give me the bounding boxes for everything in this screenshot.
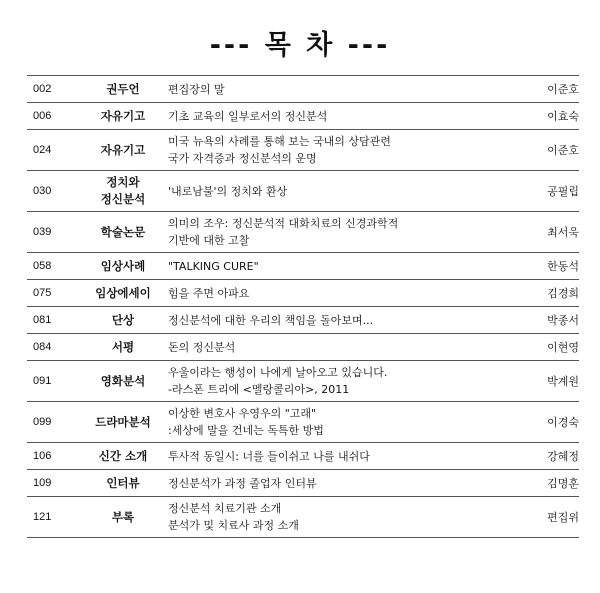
toc-author: 박종서 — [547, 314, 579, 327]
toc-title: 의미의 조우: 정신분석적 대화치료의 신경과학적 기반에 대한 고찰 — [168, 217, 399, 247]
toc-page-number: 030 — [33, 185, 52, 197]
toc-author: 이준호 — [547, 83, 579, 96]
toc-page-number: 099 — [33, 416, 52, 428]
toc-page-number: 002 — [33, 83, 52, 95]
toc-title: 정신분석 치료기관 소개 분석가 및 치료사 과정 소개 — [168, 502, 299, 532]
toc-category: 임상사례 — [100, 258, 146, 273]
toc-row — [27, 171, 579, 212]
toc-row — [27, 76, 579, 103]
toc-page-number: 006 — [33, 110, 52, 122]
toc-author: 이경숙 — [547, 416, 579, 429]
toc-category: 영화분석 — [100, 373, 146, 388]
toc-title: 정신분석가 과정 졸업자 인터뷰 — [168, 476, 317, 490]
toc-page-number: 039 — [33, 226, 52, 238]
toc-title: 기초 교육의 일부로서의 정신분석 — [168, 109, 328, 123]
toc-row — [27, 130, 579, 171]
toc-category: 자유기고 — [100, 108, 146, 123]
toc-page-number: 084 — [33, 341, 52, 353]
toc-title: 투사적 동일시: 너를 들이쉬고 나를 내쉬다 — [168, 449, 370, 463]
toc-title: 편집장의 말 — [168, 82, 225, 96]
toc-page-number: 106 — [33, 450, 52, 462]
toc-row — [27, 361, 579, 402]
toc-title: '내로남불'의 정치와 환상 — [168, 184, 288, 198]
toc-author: 김명훈 — [547, 477, 579, 490]
toc-author: 편집위 — [547, 511, 579, 524]
toc-category: 부록 — [111, 509, 135, 524]
toc-page-number: 091 — [33, 375, 52, 387]
toc-row — [27, 307, 579, 334]
toc-row — [27, 470, 579, 497]
toc-page-number: 024 — [33, 144, 52, 156]
toc-category: 정치와 정신분석 — [100, 175, 146, 206]
document-title: --- 목 차 --- — [209, 30, 391, 61]
toc-author: 최서욱 — [547, 226, 579, 239]
toc-page-number: 075 — [33, 287, 52, 299]
toc-page-number: 058 — [33, 260, 52, 272]
toc-category: 학술논문 — [100, 224, 146, 239]
toc-category: 서평 — [111, 339, 135, 354]
toc-title: 미국 뉴욕의 사례를 통해 보는 국내의 상담관련 국가 자격증과 정신분석의 운명 — [168, 135, 391, 165]
toc-title: 힘을 주면 아파요 — [168, 286, 250, 300]
toc-title: 이상한 변호사 우영우의 "고래" :세상에 말을 건네는 독특한 방법 — [168, 407, 324, 437]
toc-title: 정신분석에 대한 우리의 책임을 돌아보며... — [168, 313, 374, 327]
toc-row — [27, 253, 579, 280]
toc-author: 강혜정 — [547, 450, 579, 463]
toc-author: 박계원 — [547, 375, 579, 388]
toc-row — [27, 443, 579, 470]
toc-author: 김경희 — [547, 287, 579, 300]
toc-category: 단상 — [111, 312, 135, 327]
toc-page-number: 109 — [33, 477, 52, 489]
toc-category: 권두언 — [106, 81, 140, 96]
toc-row — [27, 497, 579, 538]
toc-author: 이효숙 — [547, 110, 579, 123]
toc-author: 공필립 — [547, 185, 579, 198]
toc-category: 임상에세이 — [95, 285, 151, 300]
toc-row — [27, 280, 579, 307]
toc-page-number: 081 — [33, 314, 52, 326]
toc-category: 신간 소개 — [98, 448, 148, 463]
toc-row — [27, 402, 579, 443]
toc-page-number: 121 — [33, 511, 52, 523]
toc-category: 드라마분석 — [95, 414, 151, 429]
toc-title: "TALKING CURE" — [168, 259, 259, 273]
toc-author: 이준호 — [547, 144, 579, 157]
toc-title: 돈의 정신분석 — [168, 340, 236, 354]
toc-author: 이현영 — [547, 341, 579, 354]
table-of-contents — [27, 75, 579, 538]
toc-author: 한동석 — [547, 260, 579, 273]
toc-category: 인터뷰 — [106, 475, 140, 490]
toc-row — [27, 334, 579, 361]
toc-category: 자유기고 — [100, 142, 146, 157]
toc-row — [27, 212, 579, 253]
toc-title: 우울이라는 행성이 나에게 날아오고 있습니다. -라스폰 트리에 <멜랑콜리아>, 2011 — [168, 366, 388, 396]
toc-row — [27, 103, 579, 130]
